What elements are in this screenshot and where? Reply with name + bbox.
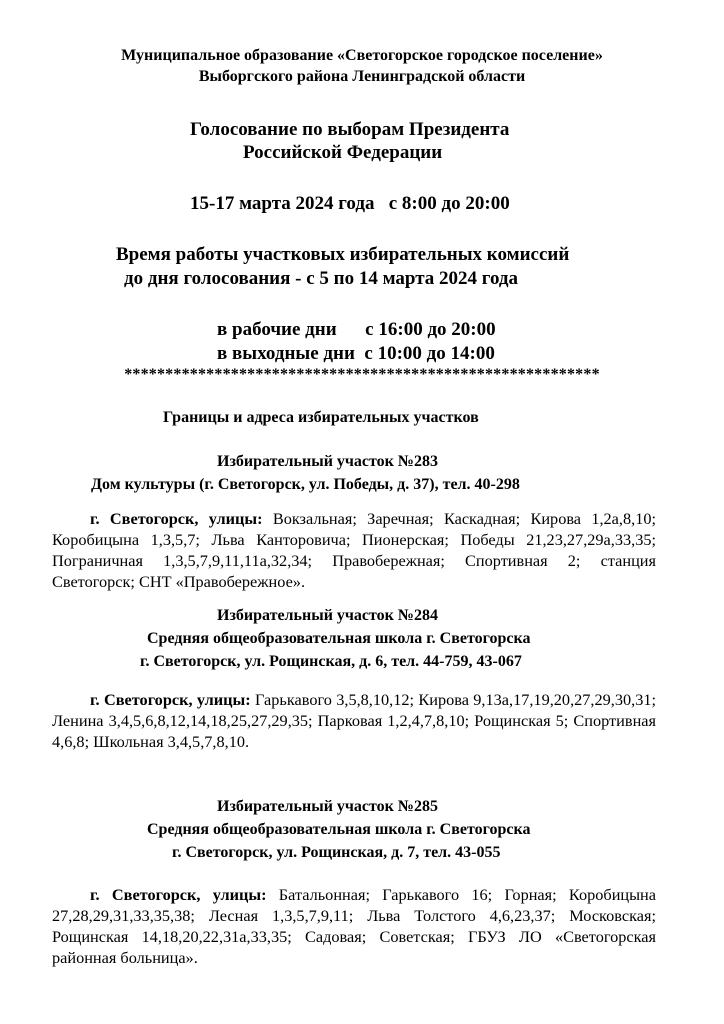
precinct-284-address: г. Светогорск, ул. Рощинская, д. 6, тел. 44-759, 43-067 [140, 653, 522, 670]
commission-line-1: Время работы участковых избирательных комиссий [116, 244, 570, 265]
precinct-285-address: г. Светогорск, ул. Рощинская, д. 7, тел. 43-055 [172, 844, 501, 861]
precinct-283-lead: г. Светогорск, улицы: [90, 509, 263, 528]
precinct-284-lead: г. Светогорск, улицы: [90, 690, 251, 709]
precinct-285-street-list: Батальонная; Гарькавого 16; Горная; Коробицына 27,28,29,31,33,35,38; Лесная 1,3,5,7,9,11; Льва Толстого 4,6,23,37; Московская; Рощинская 14,18,20,22,31а,33,35; Садовая; Советская; ГБУЗ ЛО «Светогорская районная больница». [52, 885, 656, 967]
title-line-1: Голосование по выборам Президента [190, 119, 510, 140]
weekend-hours: в выходные дни с 10:00 до 14:00 [217, 343, 495, 364]
org-line-1: Муниципальное образование «Светогорское городское поселение» [121, 47, 603, 64]
boundaries-title: Границы и адреса избирательных участков [163, 409, 479, 426]
separator-stars: ********************************************************** [124, 366, 600, 383]
precinct-283-streets [52, 508, 656, 592]
precinct-284-title: Избирательный участок №284 [217, 607, 438, 624]
precinct-285-lead: г. Светогорск, улицы: [90, 885, 267, 904]
precinct-283-title: Избирательный участок №283 [217, 453, 438, 470]
precinct-285-school: Средняя общеобразовательная школа г. Светогорска [147, 821, 531, 838]
election-dates: 15-17 марта 2024 года с 8:00 до 20:00 [190, 193, 510, 214]
title-line-2: Российской Федерации [243, 142, 443, 163]
precinct-284-school: Средняя общеобразовательная школа г. Светогорска [147, 630, 531, 647]
precinct-284-streets [52, 689, 656, 752]
org-line-2: Выборгского района Ленинградской области [198, 68, 526, 85]
weekday-hours: в рабочие дни с 16:00 до 20:00 [217, 319, 496, 340]
commission-line-2: до дня голосования - с 5 по 14 марта 2024 года [124, 268, 519, 289]
precinct-283-place: Дом культуры (г. Светогорск, ул. Победы, д. 37), тел. 40-298 [91, 476, 520, 493]
precinct-283-street-list: Вокзальная; Заречная; Каскадная; Кирова 1,2а,8,10; Коробицына 1,3,5,7; Льва Канторовича; Пионерская; Победы 21,23,27,29а,33,35; Пограничная 1,3,5,7,9,11,11а,32,34; Правобережная; Спортивная 2; станция Светогорск; СНТ «Правобережное». [52, 509, 656, 591]
precinct-285-streets [52, 884, 656, 968]
precinct-285-title: Избирательный участок №285 [217, 798, 438, 815]
precinct-284-street-list: Гарькавого 3,5,8,10,12; Кирова 9,13а,17,19,20,27,29,30,31; Ленина 3,4,5,6,8,12,14,18,25,27,29,35; Парковая 1,2,4,7,8,10; Рощинская 5; Спортивная 4,6,8; Школьная 3,4,5,7,8,10. [52, 690, 656, 751]
